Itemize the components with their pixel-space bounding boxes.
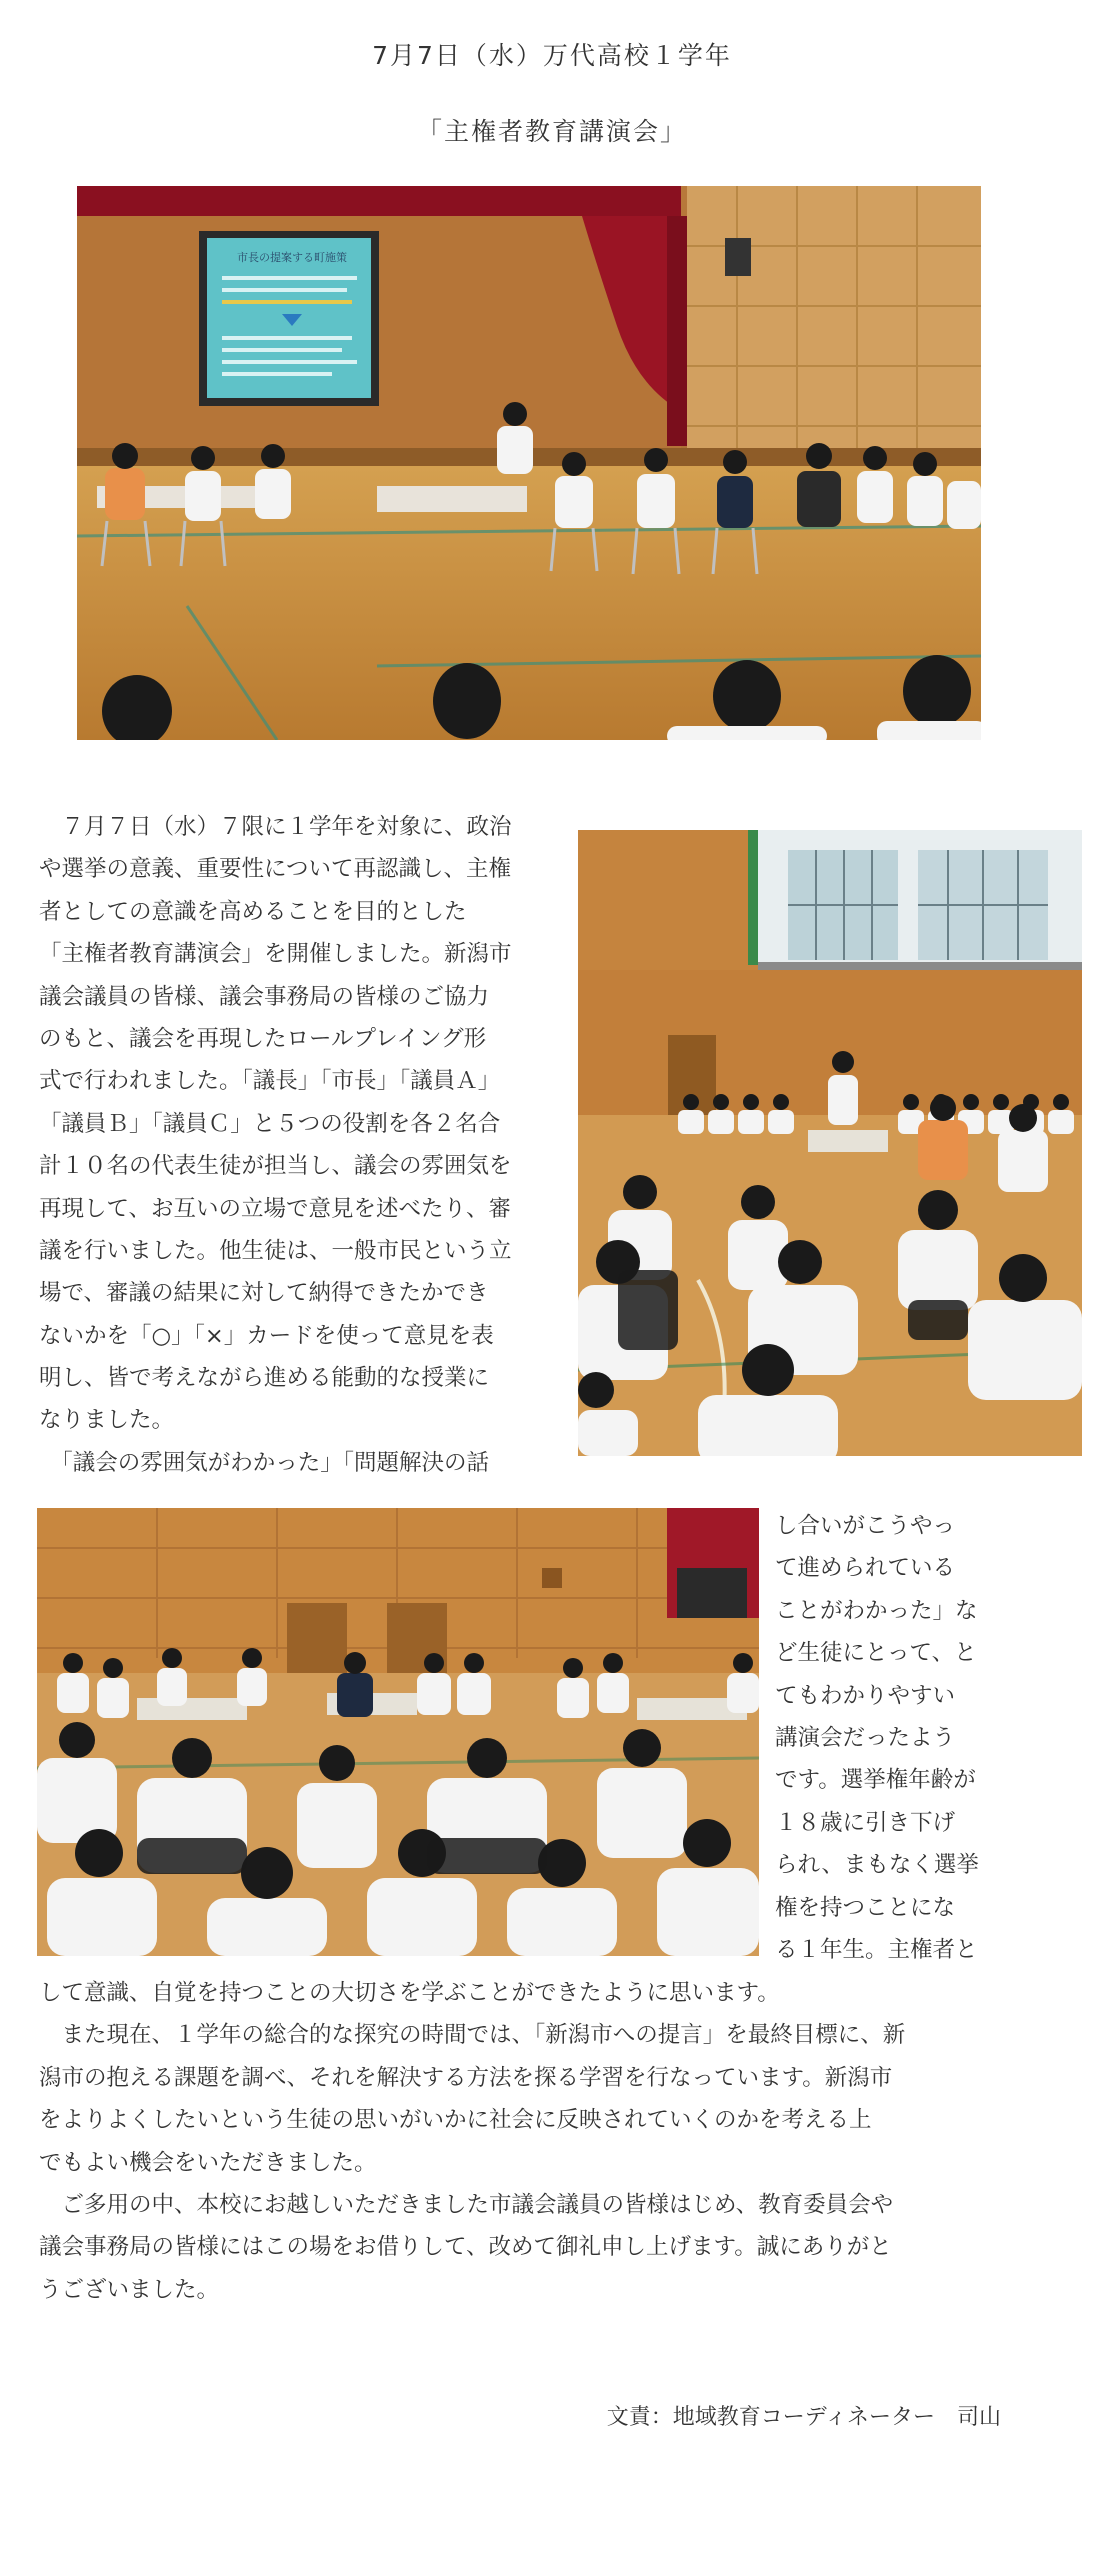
article-line: 者としての意識を高めることを目的とした [39,898,467,925]
article-line: なりました。 [39,1407,175,1434]
article-line: る１年生。主権者と [775,1936,978,1963]
article-line: して意識、自覚を持つことの大切さを学ぶことができたように思います。 [39,1980,780,2006]
article-line: 「議会の雰囲気がわかった」「問題解決の話 [39,1449,490,1476]
article-line: し合いがこうやっ [775,1513,956,1539]
article-line: 潟市の抱える課題を調べ、それを解決する方法を探る学習を行なっています。新潟市 [39,2064,893,2091]
article-line: 再現して、お互いの立場で意見を述べたり、審 [39,1195,512,1222]
article-line: てもわかりやすい [775,1682,956,1709]
event-title: 「主権者教育講演会」 [416,117,687,146]
article-line: 場で、審議の結果に対して納得できたかでき [39,1280,489,1307]
article-line: 講演会だったよう [775,1724,956,1751]
article-line: ないかを「○」「×」カードを使って意見を表 [39,1322,494,1349]
author-credit: 文責：地域教育コーディネーター 司山 [606,2405,1001,2430]
article-block-c [39,1972,1009,2311]
article-line: をよりよくしたいという生徒の思いがいかに社会に反映されていくのかを考える上 [39,2107,872,2134]
article-line: うございました。 [39,2276,220,2303]
article-line: また現在、１学年の総合的な探究の時間では、「新潟市への提言」を最終目標に、新 [39,2022,906,2049]
article-line: 「議員Ｂ」「議員Ｃ」と５つの役割を各２名合 [39,1110,501,1137]
article-line: られ、まもなく選挙 [775,1852,979,1879]
article-block-a [39,806,559,1484]
slide-heading: 市長の提案する町施策 [237,251,347,264]
photo-council-setup [37,1508,759,1956]
article-line: でもよい機会をいただきました。 [39,2149,377,2176]
article-line: ご多用の中、本校にお越しいただきました市議会議員の皆様はじめ、教育委員会や [39,2191,894,2218]
photo-stage-svg [77,186,981,740]
article-block-b [775,1505,1005,1971]
article-line: 権を持つことにな [775,1894,956,1921]
article-line: です。選挙権年齢が [775,1767,976,1794]
article-line: 明し、皆で考えながら進める能動的な授業に [39,1365,490,1392]
article-line: て進められている [775,1555,956,1582]
article-line: １８歳に引き下げ [775,1809,956,1836]
article-line: ７月７日（水）７限に１学年を対象に、政治 [39,814,512,840]
article-line: 計１０名の代表生徒が担当し、議会の雰囲気を [39,1153,512,1180]
article-line: 議会事務局の皆様にはこの場をお借りして、改めて御礼申し上げます。誠にありがと [39,2234,892,2261]
photo-council-svg [37,1508,759,1956]
article-line: 議会議員の皆様、議会事務局の皆様のご協力 [39,983,490,1010]
article-line: や選挙の意義、重要性について再認識し、主権 [39,856,512,883]
photo-stage-roleplay [77,186,981,740]
date-line: 7月7日（水）万代高校１学年 [372,41,732,70]
photo-gym-students [578,830,1082,1456]
article-line: 「主権者教育講演会」を開催しました。新潟市 [39,941,512,968]
article-line: のもと、議会を再現したロールプレイング形 [39,1025,487,1052]
article-line: 式で行われました。「議長」「市長」「議員Ａ」 [39,1068,501,1095]
article-line: ことがわかった」な [775,1597,978,1624]
photo-gym-svg [578,830,1082,1456]
article-line: ど生徒にとって、と [775,1640,977,1667]
article-line: 議を行いました。他生徒は、一般市民という立 [39,1237,512,1264]
